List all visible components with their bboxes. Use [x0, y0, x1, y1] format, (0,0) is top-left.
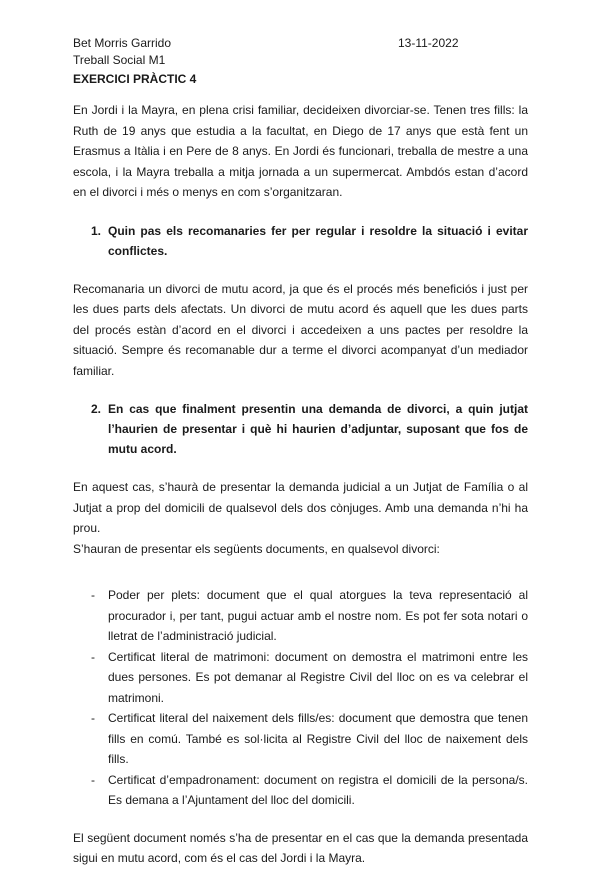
document-item-text: Certificat literal del naixement dels fills/es: document que demostra que tenen fills en comú. També es sol·licita al Registre Civil del lloc de naixement dels fills. — [108, 711, 528, 766]
document-item-matrimoni — [73, 647, 528, 709]
document-item-text: Certificat d’empadronament: document on registra el domicili de la persona/s. Es demana a l’Ajuntament del lloc del domicili. — [108, 772, 528, 807]
document-page — [73, 35, 528, 869]
document-item-poder — [73, 585, 528, 647]
answer-2-paragraph-2: S’hauran de presentar els següents documents, en qualsevol divorci: — [73, 541, 440, 556]
answer-1-paragraph: Recomanaria un divorci de mutu acord, ja que és el procés més beneficiós i just per les dues parts dels afectats. Un divorci de mutu acord és aquell que les dues parts del procés estàn d’acord en el divorci i accedeixen a uns pactes per resoldre la situació. Sempre és recomanable dur a terme el divorci acompanyat d’un mediador familiar. — [73, 281, 528, 378]
document-item-text: Poder per plets: document que el qual atorgues la teva representació al procurador i, per tant, pugui actuar amb el nostre nom. Es pot fer sota notari o lletrat de l’administració judicial. — [108, 588, 528, 643]
question-2-text: En cas que finalment presentin una demanda de divorci, a quin jutjat l’haurien de presentar i què hi haurien d’adjuntar, suposant que fos de mutu acord. — [108, 402, 528, 456]
question-2-number: 2. — [91, 402, 102, 416]
header-row — [73, 35, 528, 52]
list-bullet: - — [91, 711, 95, 725]
intro-paragraph: En Jordi i la Mayra, en plena crisi familiar, decideixen divorciar-se. Tenen tres fills: la Ruth de 19 anys que estudia a la facultat, en Diego de 17 anys que està fent un Erasmus a Itàlia i en Pere de 8 anys. En Jordi és funcionari, treballa de mestre a una escola, i la Mayra treballa a mitja jornada a un supermercat. Ambdós estan d’acord en el divorci i més o menys en com s’organitzaran. — [73, 103, 528, 199]
document-title: EXERCICI PRÀCTIC 4 — [73, 72, 197, 86]
course-name: Treball Social M1 — [73, 53, 166, 67]
document-date: 13-11-2022 — [398, 36, 459, 50]
list-bullet: - — [91, 772, 95, 787]
documents-list — [73, 585, 528, 811]
document-item-text: Certificat literal de matrimoni: document on demostra el matrimoni entre les dues persones. Es pot demanar al Registre Civil del lloc on es va celebrar el matrimoni. — [108, 649, 528, 705]
document-item-empadronament — [73, 770, 528, 811]
question-1-number: 1. — [91, 223, 102, 238]
closing-paragraph: El següent document només s’ha de presentar en el cas que la demanda presentada sigui en mutu acord, com és el cas del Jordi i la Mayra. — [73, 830, 528, 865]
question-1-text: Quin pas els recomanaries fer per regular i resoldre la situació i evitar conflictes. — [108, 223, 528, 258]
list-bullet: - — [91, 588, 95, 602]
list-bullet: - — [91, 649, 95, 664]
document-item-naixement — [73, 708, 528, 770]
author-name: Bet Morris Garrido — [73, 36, 172, 50]
question-1 — [73, 221, 528, 261]
answer-2-paragraph-1: En aquest cas, s’haurà de presentar la demanda judicial a un Jutjat de Família o al Jutjat a prop del domicili de qualsevol dels dos cònjuges. Amb una demanda n’hi ha prou. — [73, 480, 528, 535]
question-2 — [73, 399, 528, 459]
